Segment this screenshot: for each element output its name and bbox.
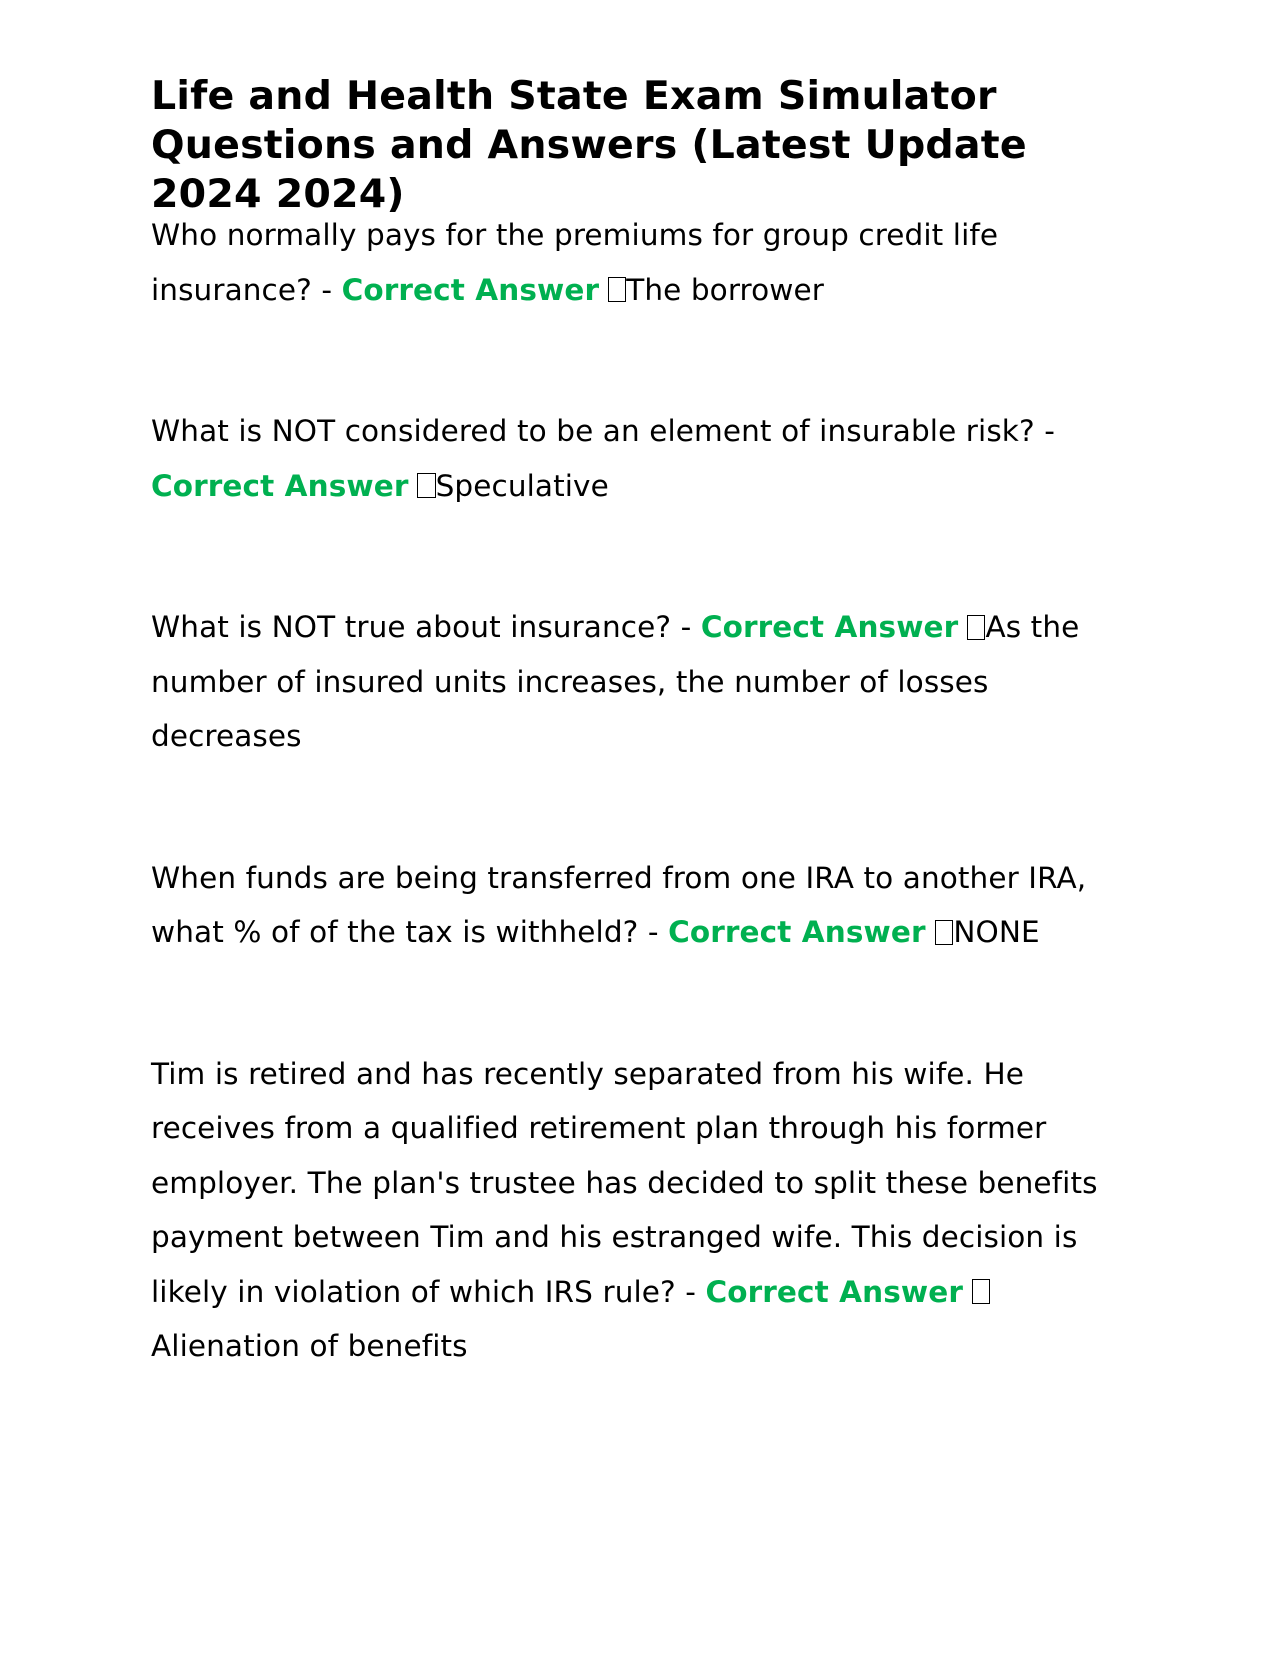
correct-answer-label: Correct Answer bbox=[341, 272, 600, 307]
answer-marker-icon bbox=[935, 920, 953, 945]
document-title: Life and Health State Exam Simulator Questions and Answers (Latest Update 2024 2024) bbox=[151, 73, 1027, 217]
answer-marker-icon bbox=[608, 277, 626, 302]
correct-answer-label: Correct Answer bbox=[705, 1274, 963, 1309]
answer-marker-icon bbox=[972, 1279, 990, 1304]
question-text: Tim is retired and has recently separated from his wife. He receives from a qualified retirement plan through his former employer. The plan's trustee has decided to split these benefits payment between Tim and his estranged wife. This decision is likely in violation of which IRS rule? - bbox=[151, 1056, 1098, 1309]
correct-answer-label: Correct Answer bbox=[151, 468, 409, 503]
answer-text: The borrower bbox=[626, 272, 824, 307]
question-text: What is NOT considered to be an element of insurable risk? - bbox=[151, 414, 1055, 448]
answer-text: Speculative bbox=[435, 468, 609, 503]
answer-marker-icon bbox=[967, 615, 985, 640]
question-text: When funds are being transferred from one IRA to another IRA, what % of of the tax is withheld? - bbox=[151, 860, 1087, 949]
question-text: Who normally pays for the premiums for group credit life insurance? - bbox=[151, 218, 999, 307]
qa-item bbox=[151, 600, 1131, 764]
answer-text: Alienation of benefits bbox=[151, 1329, 468, 1363]
qa-item bbox=[151, 208, 1131, 317]
correct-answer-label: Correct Answer bbox=[700, 610, 959, 644]
answer-marker-icon bbox=[417, 473, 435, 498]
answer-text: NONE bbox=[953, 915, 1040, 949]
answer-text: As the number of insured units increases, the number of losses decreases bbox=[151, 610, 1080, 753]
document-page bbox=[151, 72, 1131, 1374]
question-text: What is NOT true about insurance? - bbox=[151, 610, 692, 644]
correct-answer-label: Correct Answer bbox=[668, 915, 926, 949]
qa-item bbox=[151, 1047, 1131, 1374]
qa-item bbox=[151, 404, 1131, 513]
qa-item bbox=[151, 851, 1131, 960]
